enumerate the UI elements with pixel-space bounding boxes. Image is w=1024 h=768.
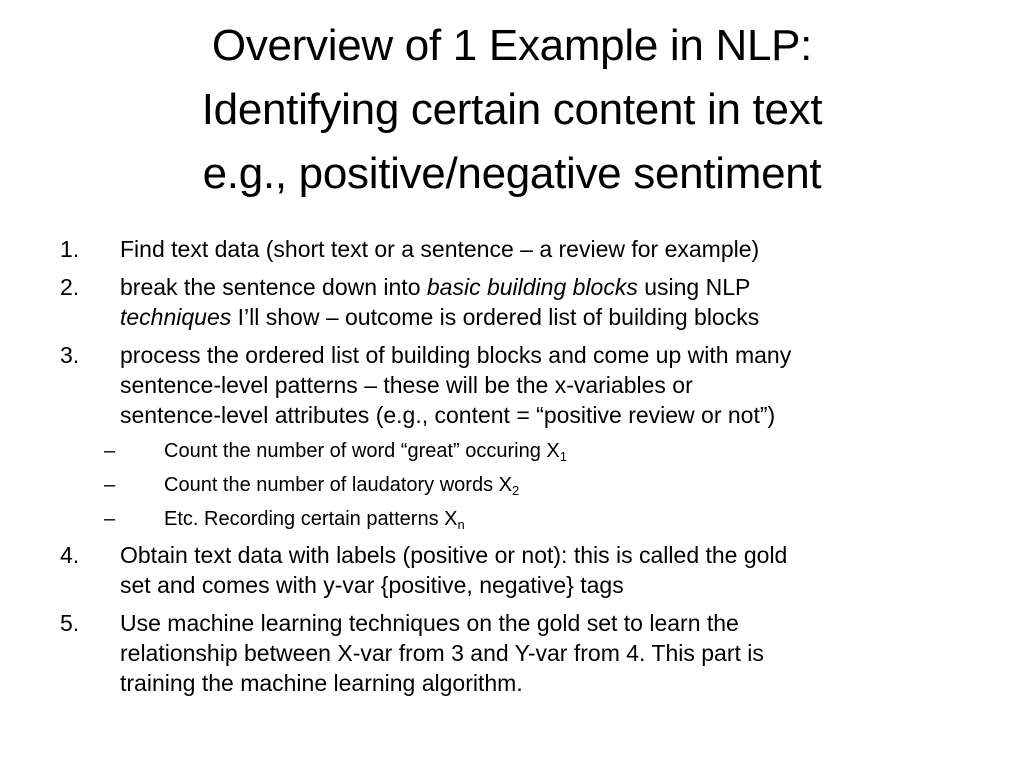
list-line: sentence-level attributes (e.g., content = “positive review or not”) [120,402,776,428]
text-run: break the sentence down into [120,274,427,300]
list-line: set and comes with y-var {positive, negative} tags [120,572,624,598]
list-number: 3. [60,342,80,368]
sub-list-item [104,472,980,499]
text-run: using NLP [637,274,751,300]
subscript: 1 [559,449,567,464]
emphasis-text: basic building blocks [426,274,638,300]
list-text [120,234,980,264]
list-number: 4. [60,542,80,568]
sub-list-text [164,472,519,499]
list-item [60,234,980,264]
list-text [120,608,980,698]
list-item [60,540,980,600]
list-text [120,340,980,430]
title-line: e.g., positive/negative sentiment [202,149,822,198]
list-line [120,272,980,302]
list-number: 1. [60,236,80,262]
list-line [120,302,980,332]
sub-list-text [164,438,567,465]
list-item [60,340,980,430]
emphasis-text: techniques [120,304,232,330]
sub-list-item [104,438,980,465]
list-line: training the machine learning algorithm. [120,670,523,696]
sub-list-text [164,506,465,533]
text-run: Count the number of laudatory words X [164,474,512,496]
list-text [120,540,980,600]
text-run: Etc. Recording certain patterns X [164,508,458,530]
list-item [60,272,980,332]
list-number: 2. [60,274,80,300]
list-text [120,272,980,332]
sub-list-dash: – [104,508,116,530]
slide-body [60,234,980,706]
list-item [60,608,980,698]
list-line: sentence-level patterns – these will be the x-variables or [120,372,693,398]
text-run: I’ll show – outcome is ordered list of building blocks [231,304,760,330]
sub-list-dash: – [104,440,116,462]
text-run: Count the number of word “great” occuring X [164,440,560,462]
sub-list-dash: – [104,474,116,496]
sub-list-item [104,506,980,533]
list-line: relationship between X-var from 3 and Y-var from 4. This part is [120,640,764,666]
list-line: process the ordered list of building blocks and come up with many [120,342,792,368]
subscript: n [457,517,465,532]
title-line: Identifying certain content in text [201,85,823,134]
list-line: Use machine learning techniques on the gold set to learn the [120,610,739,636]
slide-title [40,14,984,206]
list-line: Find text data (short text or a sentence – a review for example) [120,236,760,262]
list-number: 5. [60,610,80,636]
title-line: Overview of 1 Example in NLP: [211,21,813,70]
subscript: 2 [511,483,520,498]
list-line: Obtain text data with labels (positive or not): this is called the gold [120,542,788,568]
